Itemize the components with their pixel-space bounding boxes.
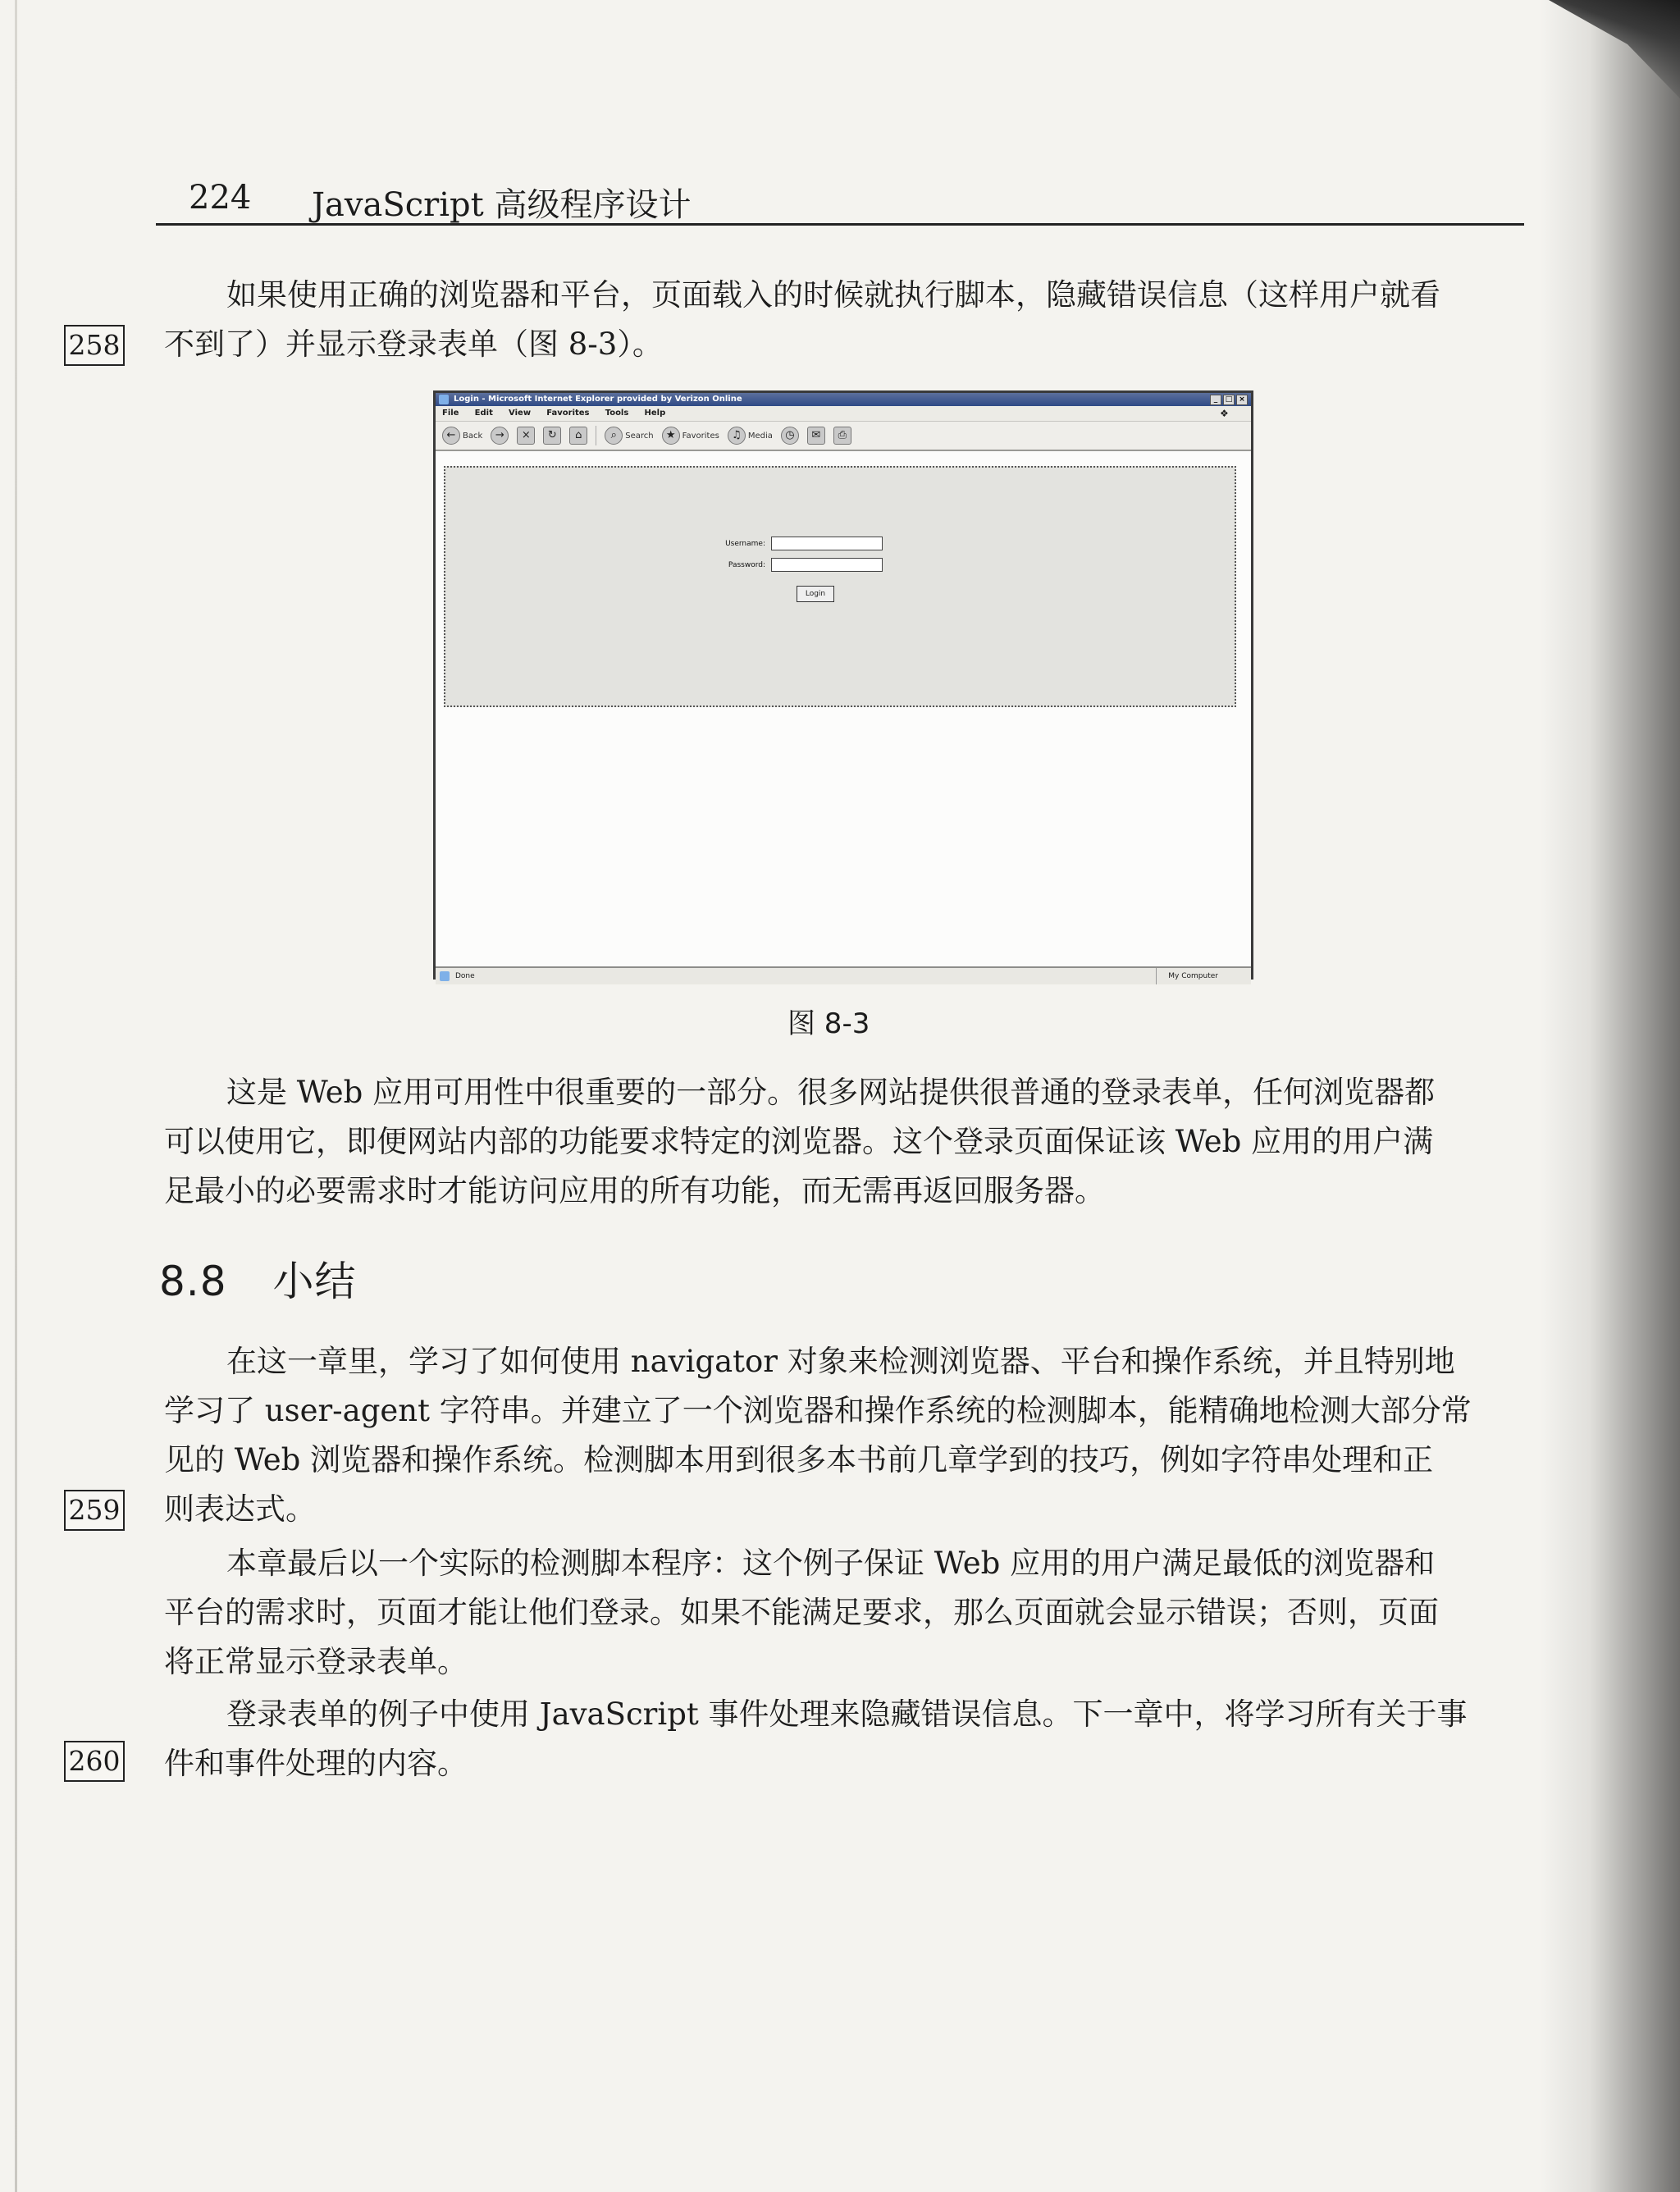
username-row [716,537,883,550]
margin-page-ref: 259 [64,1490,125,1531]
menu-file[interactable]: File [442,409,459,418]
history-icon[interactable]: ◷ [781,427,799,445]
search-icon: ⌕ [605,427,623,445]
section-number: 8.8 [159,1258,227,1305]
status-bar [436,966,1251,984]
text-line: 这是 Web 应用可用性中很重要的一部分。很多网站提供很普通的登录表单，任何浏览器都 [226,1075,1436,1110]
paragraph-usability [164,1068,1526,1216]
page-number: 224 [189,179,252,217]
text-line: 平台的需求时，页面才能让他们登录。如果不能满足要求，那么页面就会显示错误；否则，页面 [164,1595,1439,1630]
window-title: Login - Microsoft Internet Explorer provided by Verizon Online [454,395,742,404]
minimize-icon[interactable]: _ [1210,395,1221,405]
back-label: Back [463,431,483,441]
text-line: 将正常显示登录表单。 [164,1644,468,1679]
back-arrow-icon: ← [442,427,460,445]
password-row [716,558,883,572]
search-label: Search [625,431,654,441]
menu-edit[interactable]: Edit [474,409,493,418]
text-line: 在这一章里，学习了如何使用 navigator 对象来检测浏览器、平台和操作系统，并且特别地 [226,1344,1455,1379]
login-button[interactable]: Login [797,586,834,602]
forward-arrow-icon[interactable]: → [491,427,509,445]
security-zone: My Computer [1156,968,1218,984]
username-input[interactable] [771,537,883,550]
margin-page-ref: 258 [64,325,125,366]
refresh-icon[interactable]: ↻ [543,427,561,445]
text-line: 学习了 user-agent 字符串。并建立了一个浏览器和操作系统的检测脚本，能精确地检测大部分常 [164,1393,1472,1428]
page-binding-shadow [1541,0,1680,2192]
password-input[interactable] [771,558,883,572]
text-line: 可以使用它，即便网站内部的功能要求特定的浏览器。这个登录页面保证该 Web 应用的用户满 [164,1124,1434,1159]
ie-icon [439,395,449,404]
text-line: 见的 Web 浏览器和操作系统。检测脚本用到很多本书前几章学到的技巧，例如字符串处理和正 [164,1442,1434,1477]
login-form-frame [444,466,1236,707]
text-line: 不到了）并显示登录表单（图 8-3）。 [164,327,663,362]
paragraph-next-chapter [164,1690,1526,1788]
close-icon[interactable]: × [1236,395,1248,405]
text-line: 件和事件处理的内容。 [164,1746,468,1781]
page-icon [440,971,450,981]
menu-favorites[interactable]: Favorites [546,409,590,418]
window-titlebar [436,393,1251,406]
media-icon: ♫ [728,427,746,445]
section-title: 小结 [272,1258,357,1305]
page-edge [15,0,17,2192]
text-line: 则表达式。 [164,1491,316,1527]
home-icon[interactable]: ⌂ [569,427,587,445]
menu-bar [436,406,1251,422]
maximize-icon[interactable]: □ [1223,395,1235,405]
section-heading [159,1249,357,1308]
menu-help[interactable]: Help [644,409,666,418]
margin-page-ref: 260 [64,1741,125,1782]
stop-icon[interactable]: × [517,427,535,445]
star-icon: ★ [662,427,680,445]
paragraph-detection-script [164,1539,1526,1687]
running-header [156,172,1524,226]
menu-view[interactable]: View [509,409,532,418]
book-title: JavaScript 高级程序设计 [312,186,692,224]
search-button[interactable] [605,427,653,445]
paragraph-summary [164,1337,1526,1534]
favorites-label: Favorites [682,431,719,441]
print-icon[interactable]: ⎙ [833,427,851,445]
menu-tools[interactable]: Tools [605,409,629,418]
status-text: Done [455,972,475,980]
mail-icon[interactable]: ✉ [807,427,825,445]
media-label: Media [747,431,773,441]
back-button[interactable] [442,427,482,445]
paragraph-intro [164,271,1526,369]
figure-caption: 图 8-3 [788,1007,870,1040]
text-line: 本章最后以一个实际的检测脚本程序：这个例子保证 Web 应用的用户满足最低的浏览器和 [226,1546,1436,1581]
media-button[interactable] [728,427,773,445]
text-line: 如果使用正确的浏览器和平台，页面载入的时候就执行脚本，隐藏错误信息（这样用户就看 [226,277,1440,313]
text-line: 足最小的必要需求时才能访问应用的所有功能，而无需再返回服务器。 [164,1173,1105,1208]
favorites-button[interactable] [662,427,719,445]
username-label: Username: [725,540,765,548]
password-label: Password: [728,561,765,569]
browser-content [436,451,1251,966]
figure-browser-window [433,390,1253,980]
text-line: 登录表单的例子中使用 JavaScript 事件处理来隐藏错误信息。下一章中，将学习所有关于事 [226,1697,1468,1732]
browser-toolbar [436,422,1251,451]
windows-logo-icon: ❖ [1220,408,1229,419]
